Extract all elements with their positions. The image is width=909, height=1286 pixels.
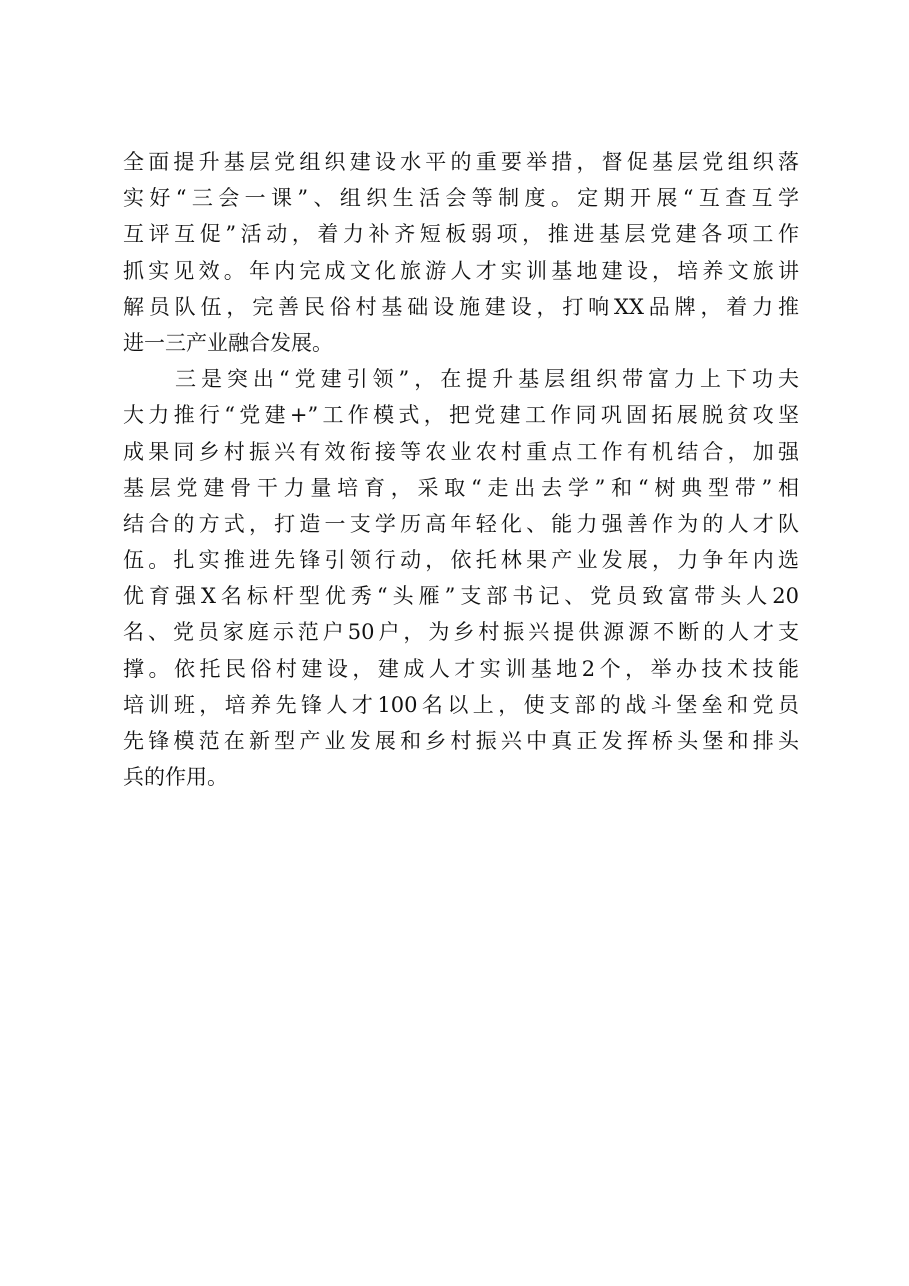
paragraph-line: 大力推行“党建+”工作模式，把党建工作同巩固拓展脱贫攻坚 (123, 403, 799, 428)
paragraph-line: 解员队伍，完善民俗村基础设施建设，打响XX品牌，着力推 (123, 294, 799, 319)
paragraph-line: 互评互促”活动，着力补齐短板弱项，推进基层党建各项工作 (123, 222, 799, 247)
paragraph-line: 结合的方式，打造一支学历高年轻化、能力强善作为的人才队 (123, 511, 799, 536)
paragraph-line: 基层党建骨干力量培育，采取“走出去学”和“树典型带”相 (123, 475, 799, 500)
paragraph-line: 抓实见效。年内完成文化旅游人才实训基地建设，培养文旅讲 (123, 258, 799, 283)
paragraph-2 (123, 361, 799, 795)
paragraph-line: 名、党员家庭示范户50户，为乡村振兴提供源源不断的人才支 (123, 620, 799, 645)
paragraph-line: 实好“三会一课”、组织生活会等制度。定期开展“互查互学 (123, 186, 799, 211)
paragraph-1 (123, 144, 799, 361)
paragraph-line: 三是突出“党建引领”，在提升基层组织带富力上下功夫 (123, 367, 799, 392)
document-body (123, 144, 799, 795)
paragraph-line: 兵的作用。 (123, 765, 228, 790)
paragraph-line: 培训班，培养先锋人才100名以上，使支部的战斗堡垒和党员 (123, 692, 799, 717)
paragraph-line: 撑。依托民俗村建设，建成人才实训基地2个，举办技术技能 (123, 656, 799, 681)
paragraph-line: 伍。扎实推进先锋引领行动，依托林果产业发展，力争年内选 (123, 548, 799, 573)
paragraph-line: 全面提升基层党组织建设水平的重要举措，督促基层党组织落 (123, 150, 799, 174)
paragraph-line: 成果同乡村振兴有效衔接等农业农村重点工作有机结合，加强 (123, 439, 799, 464)
paragraph-line: 进一三产业融合发展。 (123, 330, 333, 355)
paragraph-line: 先锋模范在新型产业发展和乡村振兴中真正发挥桥头堡和排头 (123, 729, 799, 753)
paragraph-line: 优育强X名标杆型优秀“头雁”支部书记、党员致富带头人20 (123, 584, 799, 609)
